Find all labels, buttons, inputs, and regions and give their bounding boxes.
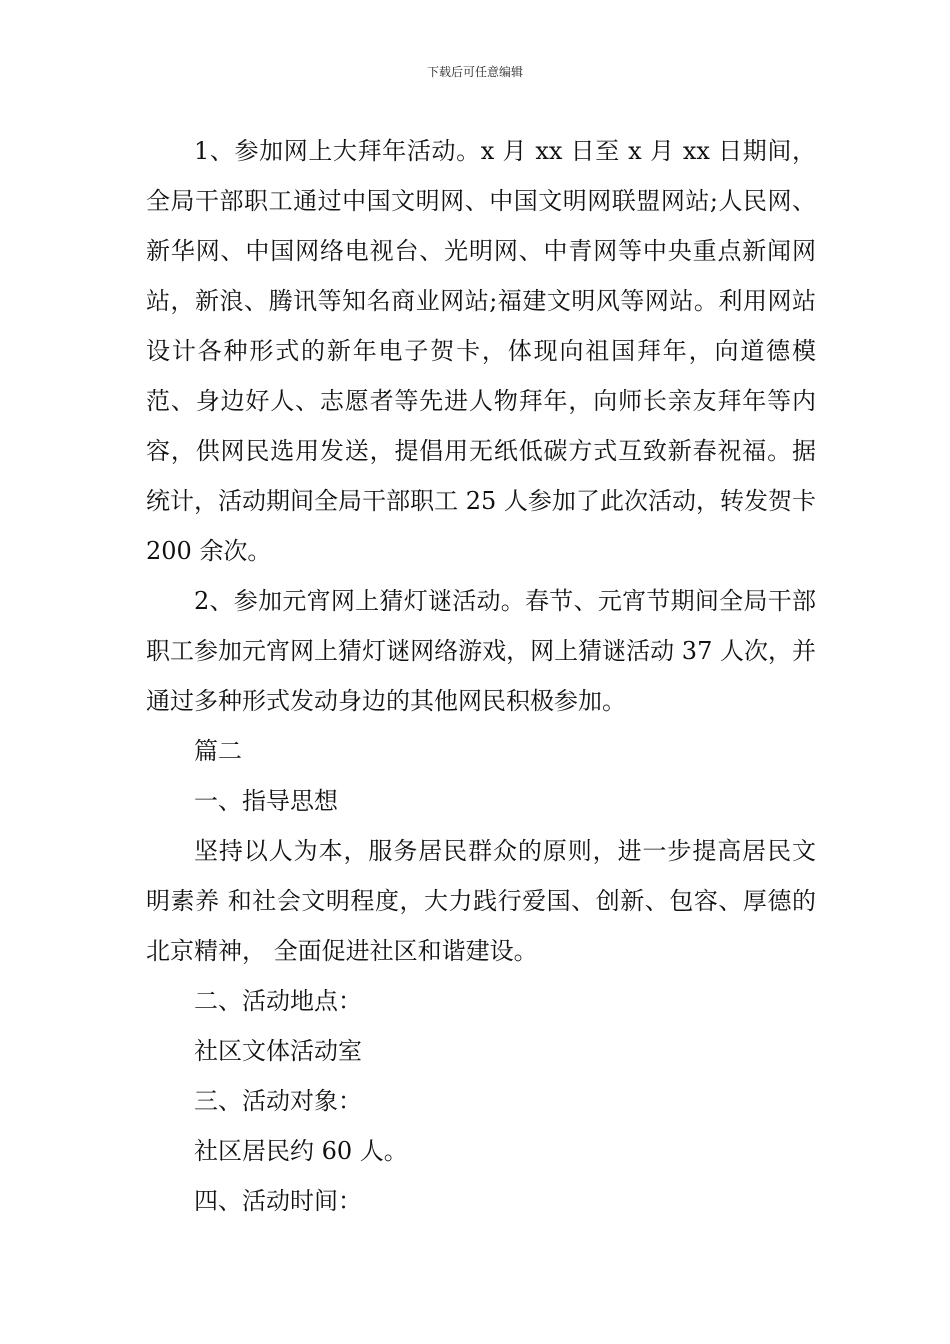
heading-activity-location: 二、活动地点： <box>194 987 362 1015</box>
heading-activity-time: 四、活动时间： <box>194 1187 362 1215</box>
paragraph-lantern-riddles: 2、参加元宵网上猜灯谜活动。春节、元宵节期间全局干部职工参加元宵网上猜灯谜网络游戏，网上猜谜活动 37 人次，并通过多种形式发动身边的其他网民积极参加。 <box>146 587 816 715</box>
page-header: 下载后可任意编辑 <box>426 65 523 79</box>
document-body <box>146 126 816 1226</box>
text-activity-location: 社区文体活动室 <box>194 1037 362 1065</box>
heading-activity-participants: 三、活动对象： <box>194 1087 362 1115</box>
heading-guiding-ideology: 一、指导思想 <box>194 787 338 815</box>
paragraph-guiding-ideology: 坚持以人为本，服务居民群众的原则，进一步提高居民文明素养 和社会文明程度，大力践行爱国、创新、包容、厚德的北京精神， 全面促进社区和谐建设。 <box>146 837 816 965</box>
section-title-part-two: 篇二 <box>194 737 242 765</box>
paragraph-online-new-year-greeting: 1、参加网上大拜年活动。x 月 xx 日至 x 月 xx 日期间，全局干部职工通过中国文明网、中国文明网联盟网站;人民网、新华网、中国网络电视台、光明网、中青网等中央重点新闻网站，新浪、腾讯等知名商业网站;福建文明风等网站。利用网站设计各种形式的新年电子贺卡，体现向祖国拜年，向道德模范、身边好人、志愿者等先进人物拜年，向师长亲友拜年等内容，供网民选用发送，提倡用无纸低碳方式互致新春祝福。据统计，活动期间全局干部职工 25 人参加了此次活动，转发贺卡 200 余次。 <box>146 137 816 565</box>
text-activity-participants: 社区居民约 60 人。 <box>194 1137 408 1165</box>
